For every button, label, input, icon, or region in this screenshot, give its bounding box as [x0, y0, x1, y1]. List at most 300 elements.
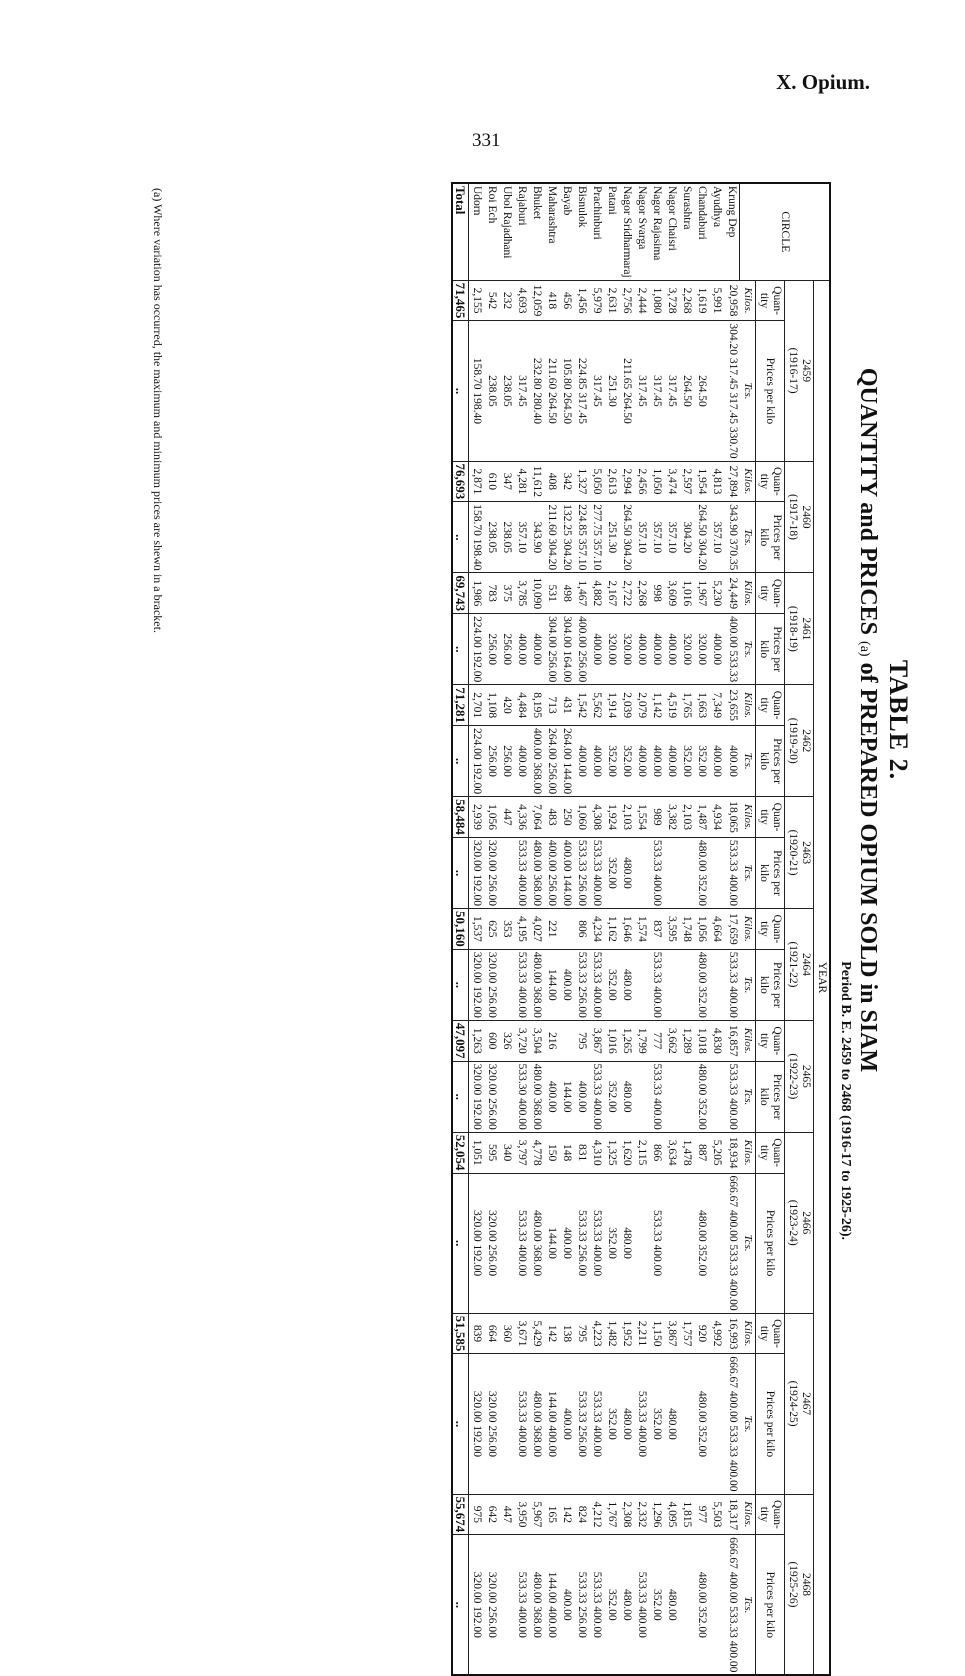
price-cell [710, 1535, 725, 1676]
price-cell [680, 837, 695, 908]
price-cell: 533.33 400.00 [725, 949, 741, 1020]
year-ce: (1920-21) [787, 829, 799, 876]
price-cell: 480.00 [665, 1354, 680, 1494]
quantity-cell: 1,767 [605, 1494, 620, 1535]
quantity-cell: 16,993 [725, 1313, 741, 1354]
price-cell: 400.00 [560, 949, 575, 1020]
total-dots: .. [453, 614, 470, 685]
price-cell [710, 1173, 725, 1313]
quantity-cell: 1,325 [605, 1132, 620, 1173]
price-cell: 666.67 400.00 533.33 400.00 [725, 1173, 741, 1313]
quantity-cell: 24,449 [725, 573, 741, 614]
quantity-cell: 1,924 [605, 797, 620, 838]
quantity-cell: 3,382 [665, 797, 680, 838]
year-header: YEAR [814, 280, 831, 1675]
year-ce: (1922-23) [787, 1053, 799, 1100]
quantity-cell: 1,051 [469, 1132, 485, 1173]
price-cell: 238.05 [500, 321, 515, 461]
year-be: 2464 [800, 952, 812, 976]
price-header: Prices per kilo [756, 1535, 785, 1676]
quantity-cell: 250 [560, 797, 575, 838]
price-cell: 480.00 [620, 949, 635, 1020]
price-cell: 533.33 400.00 [515, 949, 530, 1020]
quantity-cell: 3,720 [515, 1020, 530, 1061]
price-header: Prices per kilo [756, 726, 785, 797]
price-cell: 343.90 370.35 [725, 502, 741, 573]
kilos-unit: Kilos. [740, 1020, 756, 1061]
tcs-unit: Tcs. [740, 1061, 756, 1132]
price-cell: 480.00 [665, 1535, 680, 1676]
quantity-cell: 3,504 [530, 1020, 545, 1061]
price-cell: 224.85 357.10 [575, 502, 590, 573]
price-cell: 480.00 368.00 [530, 1535, 545, 1676]
quantity-cell: 420 [500, 685, 515, 726]
quantity-cell [560, 909, 575, 950]
price-cell: 533.33 400.00 [515, 837, 530, 908]
quantity-cell: 4,778 [530, 1132, 545, 1173]
year-column-header [785, 1313, 814, 1494]
quantity-cell: 1,757 [680, 1313, 695, 1354]
price-cell [710, 1061, 725, 1132]
price-cell: 320.00 192.00 [469, 1535, 485, 1676]
price-cell: 352.00 [605, 1061, 620, 1132]
price-cell: 400.00 [665, 726, 680, 797]
kilos-unit: Kilos. [740, 573, 756, 614]
price-header: Prices per kilo [756, 1354, 785, 1494]
total-dots: .. [453, 949, 470, 1020]
price-cell: 320.00 [680, 614, 695, 685]
quantity-cell: 142 [545, 1313, 560, 1354]
quantity-cell: 1,574 [635, 909, 650, 950]
quantity-cell: 3,867 [665, 1313, 680, 1354]
footnote: (a) Where variation has occurred, the maximum and minimum prices are shewn in a bracket. [151, 188, 165, 633]
quantity-cell: 1,162 [605, 909, 620, 950]
price-cell: 224.85 317.45 [575, 321, 590, 461]
circle-name: Prachinburi [590, 183, 605, 280]
quantity-cell: 998 [650, 573, 665, 614]
price-cell: 320.00 [695, 614, 710, 685]
quantity-cell: 16,857 [725, 1020, 741, 1061]
price-cell: 320.00 192.00 [469, 1354, 485, 1494]
quantity-cell: 4,519 [665, 685, 680, 726]
quantity-cell: 10,090 [530, 573, 545, 614]
quantity-cell: 4,212 [590, 1494, 605, 1535]
quantity-cell: 498 [560, 573, 575, 614]
price-cell: 533.33 400.00 [650, 837, 665, 908]
price-cell: 320.00 256.00 [485, 1173, 500, 1313]
quantity-cell: 887 [695, 1132, 710, 1173]
price-cell: 533.33 400.00 [635, 1535, 650, 1676]
quantity-cell: 431 [560, 685, 575, 726]
price-cell [665, 837, 680, 908]
price-cell: 400.00 [545, 1061, 560, 1132]
price-cell: 400.00 [560, 1173, 575, 1313]
price-cell [500, 949, 515, 1020]
quantity-cell: 221 [545, 909, 560, 950]
tcs-unit: Tcs. [740, 949, 756, 1020]
quantity-cell: 1,799 [635, 1020, 650, 1061]
quantity-cell: 642 [485, 1494, 500, 1535]
quantity-cell: 4,934 [710, 797, 725, 838]
quantity-cell: 5,967 [530, 1494, 545, 1535]
quantity-cell: 5,562 [590, 685, 605, 726]
tcs-unit: Tcs. [740, 614, 756, 685]
price-cell: 352.00 [650, 1535, 665, 1676]
price-cell: 400.00 144.00 [560, 837, 575, 908]
price-cell: 533.33 400.00 [515, 1535, 530, 1676]
quantity-cell: 5,205 [710, 1132, 725, 1173]
circle-name: Nagor Rajasima [650, 183, 665, 280]
quantity-cell: 3,950 [515, 1494, 530, 1535]
quantity-cell: 1,456 [575, 280, 590, 321]
quantity-cell: 2,701 [469, 685, 485, 726]
quantity-cell: 4,234 [590, 909, 605, 950]
year-ce: (1924-25) [787, 1380, 799, 1427]
price-cell: 533.33 400.00 [650, 1173, 665, 1313]
quantity-cell: 1,142 [650, 685, 665, 726]
price-cell: 211.60 304.20 [545, 502, 560, 573]
quantity-cell: 342 [560, 461, 575, 502]
quantity-cell: 3,595 [665, 909, 680, 950]
circle-name: Patani [605, 183, 620, 280]
quantity-cell: 3,671 [515, 1313, 530, 1354]
table-row [620, 183, 635, 1675]
year-column-header [785, 1020, 814, 1132]
price-cell: 533.33 256.00 [575, 1535, 590, 1676]
quantity-cell: 27,894 [725, 461, 741, 502]
price-cell: 533.30 400.00 [515, 1061, 530, 1132]
quantity-cell: 2,268 [635, 573, 650, 614]
quantity-cell: 1,108 [485, 685, 500, 726]
price-cell: 144.00 [560, 1061, 575, 1132]
tcs-unit: Tcs. [740, 1354, 756, 1494]
table-row [560, 183, 575, 1675]
price-cell: 320.00 192.00 [469, 949, 485, 1020]
quantity-cell: 3,662 [665, 1020, 680, 1061]
total-quantity: 71,281 [453, 685, 470, 726]
year-ce: (1919-20) [787, 717, 799, 764]
price-cell: 400.00 [560, 1535, 575, 1676]
price-cell [710, 1354, 725, 1494]
quantity-cell: 353 [500, 909, 515, 950]
quantity-cell: 531 [545, 573, 560, 614]
total-dots: .. [453, 502, 470, 573]
quantity-cell: 600 [485, 1020, 500, 1061]
price-cell: 144.00 400.00 [545, 1354, 560, 1494]
price-cell: 533.33 400.00 [650, 949, 665, 1020]
price-cell [500, 1061, 515, 1132]
price-cell: 105.80 264.50 [560, 321, 575, 461]
price-cell [680, 1354, 695, 1494]
year-column-header [785, 1494, 814, 1675]
quantity-cell: 5,991 [710, 280, 725, 321]
quantity-cell: 483 [545, 797, 560, 838]
quantity-cell: 5,230 [710, 573, 725, 614]
price-header: Prices per kilo [756, 949, 785, 1020]
price-cell: 211.60 264.50 [545, 321, 560, 461]
quantity-cell: 2,079 [635, 685, 650, 726]
year-be: 2467 [800, 1392, 812, 1416]
total-row [453, 183, 470, 1675]
price-cell: 400.00 [590, 614, 605, 685]
quantity-cell: 17,659 [725, 909, 741, 950]
quantity-cell: 1,952 [620, 1313, 635, 1354]
quantity-cell: 795 [575, 1020, 590, 1061]
circle-name: Surashtra [680, 183, 695, 280]
price-cell: 400.00 [575, 1061, 590, 1132]
quantity-cell: 1,016 [680, 573, 695, 614]
price-cell: 480.00 352.00 [695, 949, 710, 1020]
price-cell [680, 1535, 695, 1676]
price-cell: 480.00 368.00 [530, 1173, 545, 1313]
total-quantity: 69,743 [453, 573, 470, 614]
quantity-cell: 989 [650, 797, 665, 838]
price-cell: 304.00 164.00 [560, 614, 575, 685]
quantity-cell: 2,167 [605, 573, 620, 614]
price-cell: 132.25 304.20 [560, 502, 575, 573]
total-dots: .. [453, 726, 470, 797]
price-cell: 264.00 256.00 [545, 726, 560, 797]
price-cell: 400.00 [710, 726, 725, 797]
quantity-cell: 23,655 [725, 685, 741, 726]
quantity-cell: 777 [650, 1020, 665, 1061]
price-cell: 480.00 [620, 1354, 635, 1494]
price-cell: 533.33 400.00 [590, 949, 605, 1020]
year-ce: (1925-26) [787, 1561, 799, 1608]
quantity-header: Quan-tity [756, 797, 785, 838]
price-cell: 533.33 400.00 [590, 837, 605, 908]
price-cell: 533.33 400.00 [650, 1061, 665, 1132]
price-cell: 400.00 [515, 726, 530, 797]
total-quantity: 47,097 [453, 1020, 470, 1061]
price-cell [635, 1061, 650, 1132]
quantity-cell: 5,503 [710, 1494, 725, 1535]
year-be: 2462 [800, 729, 812, 753]
quantity-header: Quan-tity [756, 280, 785, 321]
quantity-cell [560, 1020, 575, 1061]
year-be: 2468 [800, 1572, 812, 1596]
quantity-cell: 408 [545, 461, 560, 502]
year-column-header [785, 573, 814, 685]
year-ce: (1917-18) [787, 493, 799, 540]
price-cell: 533.33 400.00 [515, 1173, 530, 1313]
price-cell: 480.00 352.00 [695, 1535, 710, 1676]
table-row [680, 183, 695, 1675]
circle-name: Krung Dep [725, 183, 741, 280]
total-dots: .. [453, 1354, 470, 1494]
total-dots: .. [453, 1173, 470, 1313]
quantity-cell: 1,080 [650, 280, 665, 321]
quantity-cell: 4,484 [515, 685, 530, 726]
year-column-header [785, 797, 814, 909]
quantity-cell: 783 [485, 573, 500, 614]
quantity-cell: 795 [575, 1313, 590, 1354]
price-cell: 400.00 256.00 [545, 837, 560, 908]
price-cell: 533.33 400.00 [590, 1354, 605, 1494]
price-cell: 357.10 [515, 502, 530, 573]
price-cell [500, 1535, 515, 1676]
year-be: 2461 [800, 617, 812, 641]
kilos-unit: Kilos. [740, 797, 756, 838]
tcs-unit: Tcs. [740, 1535, 756, 1676]
quantity-cell: 447 [500, 1494, 515, 1535]
quantity-header: Quan-tity [756, 573, 785, 614]
tcs-unit: Tcs. [740, 1173, 756, 1313]
quantity-cell: 920 [695, 1313, 710, 1354]
price-cell: 666.67 400.00 533.33 400.00 [725, 1354, 741, 1494]
price-header: Prices per kilo [756, 502, 785, 573]
price-cell: 251.30 [605, 321, 620, 461]
table-row [485, 183, 500, 1675]
opium-table [452, 182, 832, 1676]
price-cell: 352.00 [605, 1173, 620, 1313]
circle-name: Chandaburi [695, 183, 710, 280]
quantity-cell: 4,693 [515, 280, 530, 321]
total-quantity: 52,054 [453, 1132, 470, 1173]
table-row [530, 183, 545, 1675]
price-cell: 256.00 [485, 614, 500, 685]
year-be: 2463 [800, 841, 812, 865]
quantity-cell: 2,039 [620, 685, 635, 726]
price-cell: 352.00 [605, 949, 620, 1020]
quantity-cell: 713 [545, 685, 560, 726]
quantity-cell: 150 [545, 1132, 560, 1173]
price-cell: 144.00 [545, 949, 560, 1020]
page-number: 331 [472, 130, 501, 151]
price-cell: 211.65 264.50 [620, 321, 635, 461]
quantity-cell: 5,429 [530, 1313, 545, 1354]
price-cell: 357.10 [635, 502, 650, 573]
price-cell [665, 1061, 680, 1132]
tcs-unit: Tcs. [740, 837, 756, 908]
quantity-cell: 3,634 [665, 1132, 680, 1173]
price-cell: 533.33 256.00 [575, 1354, 590, 1494]
year-column-header [785, 1132, 814, 1313]
quantity-cell: 4,813 [710, 461, 725, 502]
header-row-year [814, 183, 831, 1675]
circle-name: Roi Ech [485, 183, 500, 280]
price-cell: 352.00 [650, 1354, 665, 1494]
subtitle-part-b: of PREPARED OPIUM SOLD in SIAM [855, 662, 881, 1073]
price-cell: 400.00 368.00 [530, 726, 545, 797]
table-row [635, 183, 650, 1675]
price-cell [635, 837, 650, 908]
price-cell: 533.33 256.00 [575, 837, 590, 908]
quantity-cell: 1,542 [575, 685, 590, 726]
quantity-cell: 4,664 [710, 909, 725, 950]
price-cell [710, 949, 725, 1020]
quantity-cell: 2,613 [605, 461, 620, 502]
price-cell: 256.00 [500, 726, 515, 797]
table-title: TABLE 2. [884, 659, 913, 781]
price-cell: 400.00 [560, 1354, 575, 1494]
price-cell: 158.70 198.40 [469, 321, 485, 461]
table-sheet [105, 100, 965, 1673]
table-period: Period B. E. 2459 to 2468 (1916-17 to 1925-26). [838, 961, 853, 1240]
quantity-cell: 4,310 [590, 1132, 605, 1173]
quantity-cell: 839 [469, 1313, 485, 1354]
price-cell: 480.00 [620, 1061, 635, 1132]
price-cell [500, 1354, 515, 1494]
circle-name: Bayab [560, 183, 575, 280]
quantity-cell: 18,065 [725, 797, 741, 838]
price-cell: 480.00 [620, 1535, 635, 1676]
price-cell: 357.10 [650, 502, 665, 573]
quantity-cell: 347 [500, 461, 515, 502]
price-cell [710, 837, 725, 908]
table-row [725, 183, 741, 1675]
price-cell: 480.00 352.00 [695, 1354, 710, 1494]
price-cell: 400.00 [590, 726, 605, 797]
price-cell: 480.00 352.00 [695, 1173, 710, 1313]
price-cell: 320.00 192.00 [469, 837, 485, 908]
circle-name: Bisnulok [575, 183, 590, 280]
table-row [500, 183, 515, 1675]
subtitle-footnote-mark: (a) [857, 641, 872, 657]
price-cell: 251.30 [605, 502, 620, 573]
header-row-units [740, 183, 756, 1675]
tcs-unit: Tcs. [740, 502, 756, 573]
price-cell: 320.00 192.00 [469, 1061, 485, 1132]
price-cell: 158.70 198.40 [469, 502, 485, 573]
total-quantity: 76,693 [453, 461, 470, 502]
kilos-unit: Kilos. [740, 280, 756, 321]
quantity-cell: 3,797 [515, 1132, 530, 1173]
quantity-cell: 610 [485, 461, 500, 502]
quantity-cell: 7,349 [710, 685, 725, 726]
price-cell: 352.00 [605, 1354, 620, 1494]
kilos-unit: Kilos. [740, 1494, 756, 1535]
quantity-cell: 4,830 [710, 1020, 725, 1061]
price-cell: 264.50 [680, 321, 695, 461]
circle-name: Ayudhya [710, 183, 725, 280]
quantity-cell: 3,785 [515, 573, 530, 614]
quantity-cell: 1,016 [605, 1020, 620, 1061]
price-cell: 533.33 400.00 [590, 1535, 605, 1676]
price-cell: 317.45 [650, 321, 665, 461]
price-cell [665, 949, 680, 1020]
quantity-cell: 1,056 [485, 797, 500, 838]
quantity-cell: 1,914 [605, 685, 620, 726]
year-column-header [785, 909, 814, 1021]
quantity-cell: 2,871 [469, 461, 485, 502]
price-cell: 224.00 192.00 [469, 726, 485, 797]
quantity-cell: 2,939 [469, 797, 485, 838]
quantity-cell: 2,597 [680, 461, 695, 502]
quantity-cell: 1,467 [575, 573, 590, 614]
price-header: Prices per kilo [756, 1173, 785, 1313]
price-cell: 400.00 [635, 614, 650, 685]
circle-name: Udorn [469, 183, 485, 280]
price-header: Prices per kilo [756, 614, 785, 685]
quantity-cell: 977 [695, 1494, 710, 1535]
quantity-cell: 1,018 [695, 1020, 710, 1061]
price-cell: 400.00 [530, 614, 545, 685]
quantity-cell: 418 [545, 280, 560, 321]
price-cell: 480.00 368.00 [530, 1354, 545, 1494]
price-cell: 400.00 [725, 726, 741, 797]
circle-name: Bhuket [530, 183, 545, 280]
price-header: Prices per kilo [756, 1061, 785, 1132]
price-cell [680, 1061, 695, 1132]
circle-name: Nagor Svarga [635, 183, 650, 280]
quantity-cell: 3,867 [590, 1020, 605, 1061]
quantity-cell: 232 [500, 280, 515, 321]
price-cell: 264.50 304.20 [695, 502, 710, 573]
quantity-cell: 664 [485, 1313, 500, 1354]
quantity-cell: 2,456 [635, 461, 650, 502]
price-cell [680, 1173, 695, 1313]
